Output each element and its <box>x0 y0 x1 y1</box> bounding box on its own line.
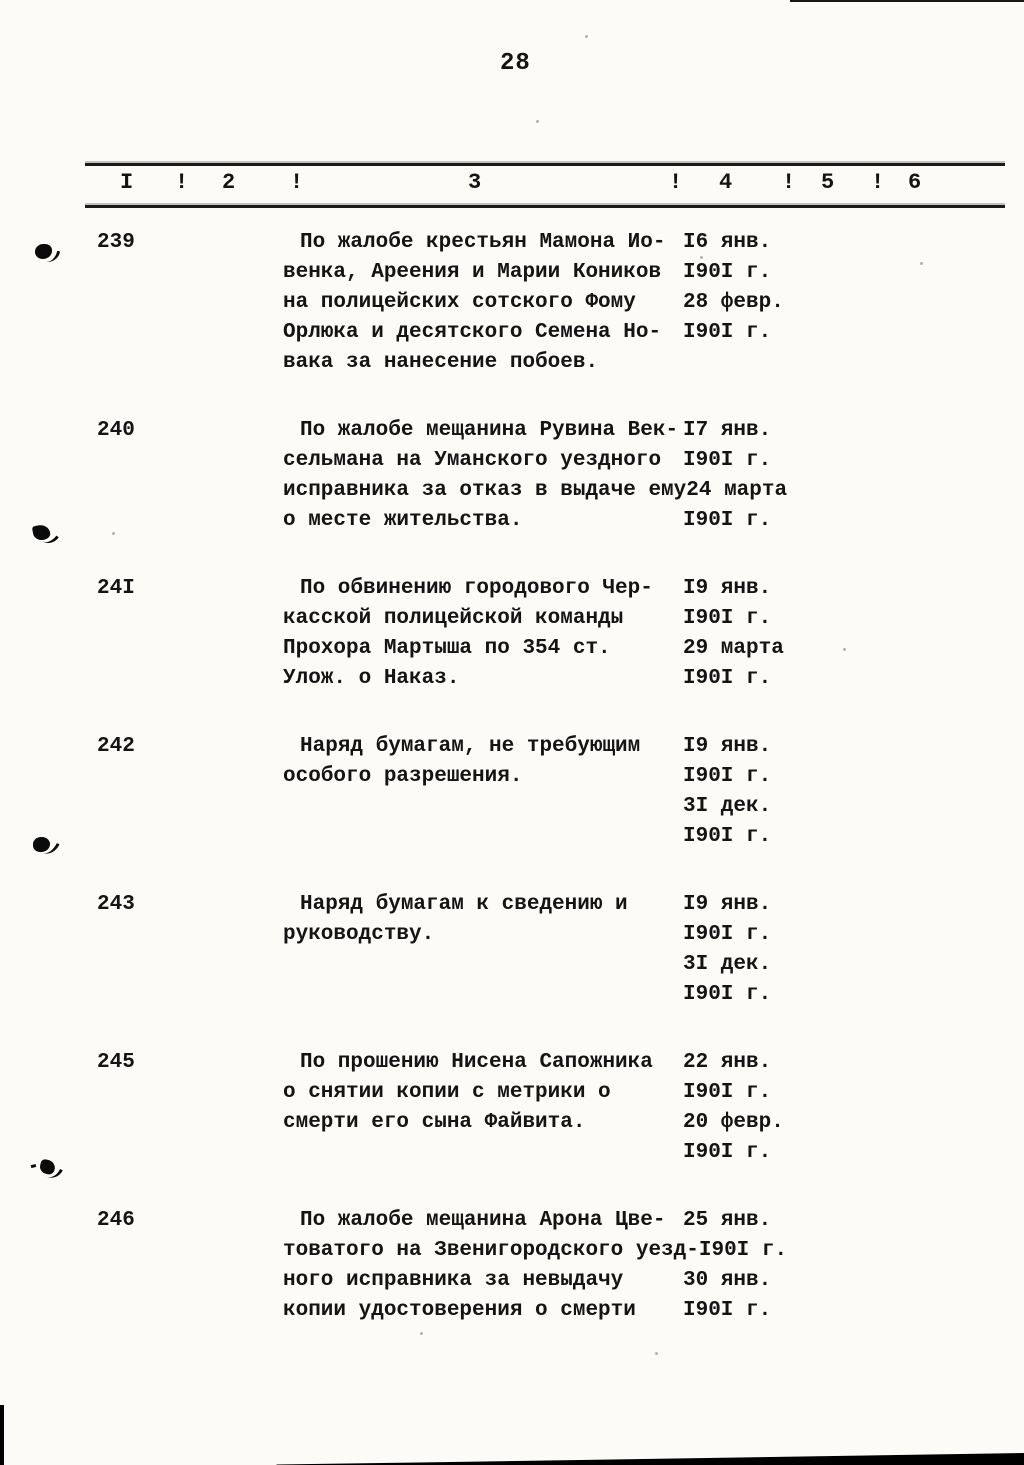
scan-speckle <box>420 1332 423 1335</box>
entry-date: 20 февр. <box>683 1111 784 1134</box>
table-row <box>0 574 1024 694</box>
entry-line <box>283 604 1024 634</box>
entry-description <box>283 822 683 852</box>
ink-blot-comma-1 <box>35 244 52 259</box>
entry-line <box>283 1236 1024 1266</box>
entry-line <box>283 920 1024 950</box>
entry-number: 243 <box>97 893 135 916</box>
scan-speckle <box>700 256 703 259</box>
header-column-label: I <box>120 170 134 195</box>
entry-number: 240 <box>97 419 135 442</box>
entry-line <box>283 890 1024 920</box>
scan-speckle <box>536 120 539 123</box>
entry-description: касской полицейской команды <box>283 607 624 630</box>
header-column-separator: ! <box>669 170 683 195</box>
entry-date: I90I г. <box>683 765 772 788</box>
entry-date: 3I дек. <box>683 795 772 818</box>
entry-line <box>283 1078 1024 1108</box>
entry-date: I9 янв. <box>683 893 772 916</box>
entry-line <box>283 1266 1024 1296</box>
entry-date: I90I г. <box>683 983 772 1006</box>
table-row <box>0 1206 1024 1326</box>
entry-line <box>283 732 1024 762</box>
entry-description <box>283 1138 683 1168</box>
entry-date: I90I г. <box>698 1239 788 1262</box>
entry-date: 29 марта <box>683 637 784 660</box>
table-row <box>0 416 1024 536</box>
entry-date: I7 янв. <box>683 419 772 442</box>
entry-line <box>283 1206 1024 1236</box>
entry-description: руководству. <box>283 923 435 946</box>
entry-date: 22 янв. <box>683 1051 772 1074</box>
entry-description: товатого на Звенигородского уезд- <box>283 1239 699 1262</box>
entry-line <box>283 1296 1024 1326</box>
entry-date: I6 янв. <box>683 231 772 254</box>
entry-date: 24 марта <box>686 479 788 502</box>
entry-description: о снятии копии с метрики о <box>283 1081 611 1104</box>
entry-line <box>283 664 1024 694</box>
header-column-separator: ! <box>290 170 304 195</box>
header-column-label: 3 <box>468 170 482 195</box>
scan-speckle <box>585 35 588 38</box>
entry-line <box>283 634 1024 664</box>
entry-line <box>283 506 1024 536</box>
entry-description: По жалобе крестьян Мамона Ио- <box>300 231 666 254</box>
entry-description: По прошению Нисена Сапожника <box>300 1051 653 1074</box>
entry-description: Прохора Мартыша по 354 ст. <box>283 637 611 660</box>
page-number: 28 <box>500 50 531 77</box>
entry-number: 245 <box>97 1051 135 1074</box>
entry-date: I90I г. <box>683 1141 772 1164</box>
entry-date: I90I г. <box>683 1081 772 1104</box>
entry-line <box>283 258 1024 288</box>
entry-date: I90I г. <box>683 321 772 344</box>
entry-line <box>283 574 1024 604</box>
entry-description: По обвинению городового Чер- <box>300 577 653 600</box>
entry-number: 239 <box>97 231 135 254</box>
entry-line <box>283 1108 1024 1138</box>
entry-date: 3I дек. <box>683 953 772 976</box>
entry-date: I90I г. <box>683 509 772 532</box>
entry-description: на полицейских сотского Фому <box>283 291 636 314</box>
entry-description: ного исправника за невыдачу <box>283 1269 624 1292</box>
inventory-entries <box>0 208 1024 1364</box>
entry-description: исправника за отказ в выдаче ему <box>283 479 687 502</box>
entry-line <box>283 446 1024 476</box>
entry-description <box>283 980 683 1010</box>
scan-speckle <box>920 262 923 265</box>
header-column-separator: ! <box>871 170 885 195</box>
header-rule-top <box>85 163 1005 166</box>
entry-date: I90I г. <box>683 825 772 848</box>
entry-description: особого разрешения. <box>283 765 523 788</box>
header-column-label: 5 <box>821 170 835 195</box>
entry-number: 246 <box>97 1209 135 1232</box>
entry-description: Наряд бумагам, не требующим <box>300 735 641 758</box>
entry-line <box>283 822 1024 852</box>
table-row <box>0 732 1024 852</box>
header-column-separator: ! <box>175 170 189 195</box>
entry-description: копии удостоверения о смерти <box>283 1299 636 1322</box>
entry-date: I90I г. <box>683 261 772 284</box>
entry-date: 30 янв. <box>683 1269 772 1292</box>
scan-edge-bottom-wedge <box>0 1452 1024 1465</box>
entry-line <box>283 228 1024 258</box>
entry-line <box>283 762 1024 792</box>
entry-line <box>283 1138 1024 1168</box>
table-row <box>0 228 1024 378</box>
entry-line <box>283 476 1024 506</box>
entry-line <box>283 980 1024 1010</box>
table-row <box>0 890 1024 1010</box>
entry-description <box>283 792 683 822</box>
entry-date: I90I г. <box>683 923 772 946</box>
entry-description: Орлюка и десятского Семена Но- <box>283 321 662 344</box>
scan-edge-bottom-left <box>0 1405 4 1465</box>
entry-description: смерти его сына Файвита. <box>283 1111 586 1134</box>
entry-description: По жалобе мещанина Рувина Век- <box>300 419 679 442</box>
entry-line <box>283 416 1024 446</box>
entry-number: 242 <box>97 735 135 758</box>
entry-date: I9 янв. <box>683 735 772 758</box>
entry-description: Улож. о Наказ. <box>283 667 460 690</box>
ink-blot-comma-2 <box>33 837 50 852</box>
entry-description: вака за нанесение побоев. <box>283 351 599 374</box>
entry-description <box>283 950 683 980</box>
entry-date: I90I г. <box>683 667 772 690</box>
table-row <box>0 1048 1024 1168</box>
header-column-separator: ! <box>782 170 796 195</box>
scan-speckle <box>843 648 846 651</box>
header-column-label: 4 <box>719 170 733 195</box>
entry-date: I9 янв. <box>683 577 772 600</box>
entry-line <box>283 950 1024 980</box>
entry-line <box>283 1048 1024 1078</box>
header-column-label: 2 <box>222 170 236 195</box>
entry-line <box>283 288 1024 318</box>
entry-line <box>283 318 1024 348</box>
entry-line <box>283 792 1024 822</box>
entry-description: венка, Ареения и Марии Коников <box>283 261 662 284</box>
entry-date: 25 янв. <box>683 1209 772 1232</box>
scan-edge-top-right <box>790 0 1024 2</box>
entry-date: I90I г. <box>683 607 772 630</box>
scan-speckle <box>655 1352 658 1355</box>
entry-description: о месте жительства. <box>283 509 523 532</box>
entry-date: I90I г. <box>683 449 772 472</box>
entry-number: 24I <box>97 577 135 600</box>
entry-description: сельмана на Уманского уездного <box>283 449 662 472</box>
entry-description: По жалобе мещанина Арона Цве- <box>300 1209 666 1232</box>
entry-date: 28 февр. <box>683 291 784 314</box>
entry-date: I90I г. <box>683 1299 772 1322</box>
entry-description: Наряд бумагам к сведению и <box>300 893 628 916</box>
scan-speckle <box>112 532 115 535</box>
entry-line <box>283 348 1024 378</box>
header-column-label: 6 <box>908 170 922 195</box>
